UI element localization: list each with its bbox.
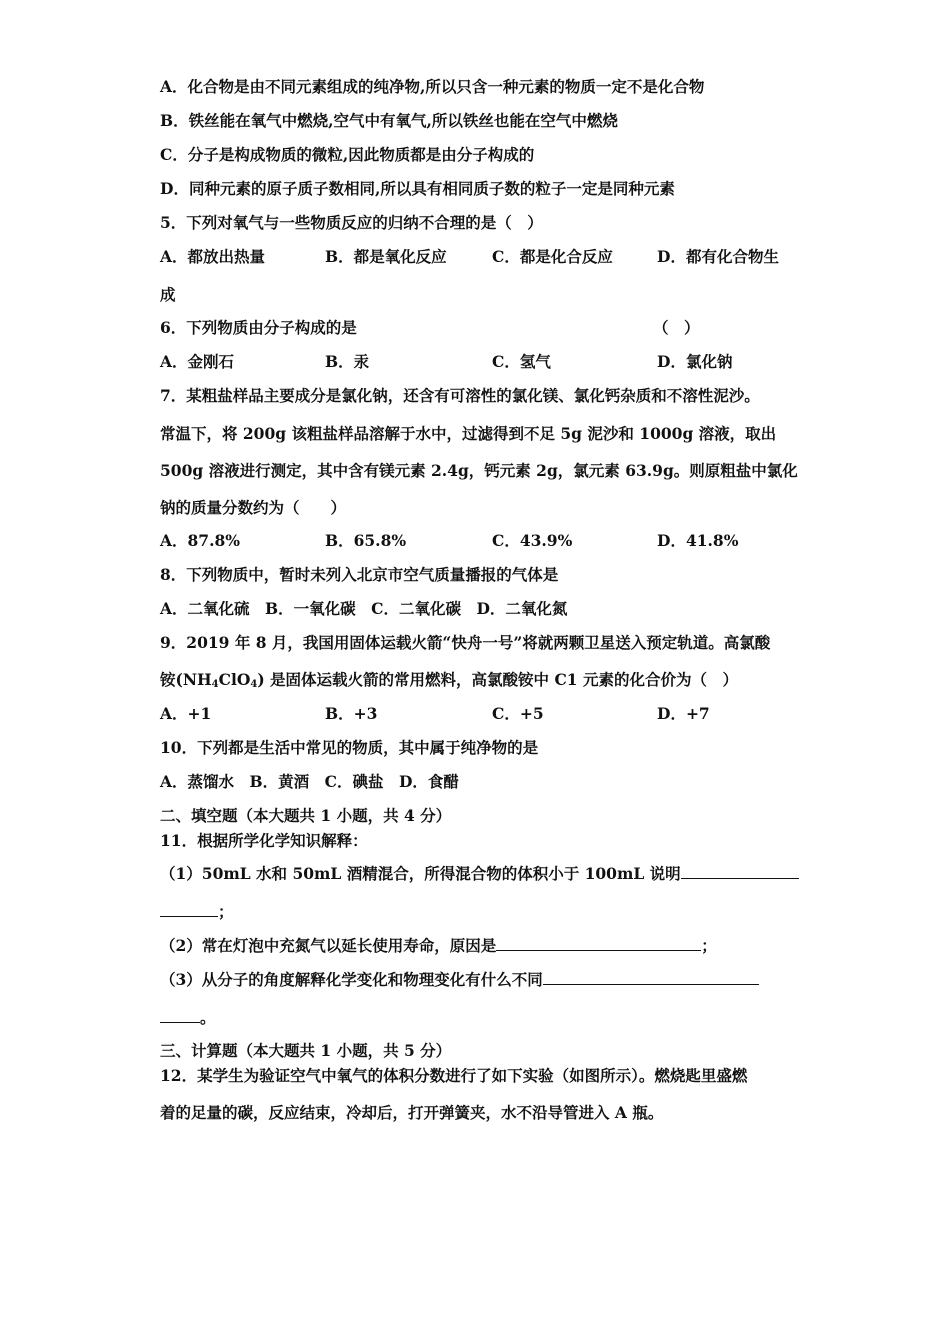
q4-option-b: B．铁丝能在氧气中燃烧,空气中有氧气,所以铁丝也能在空气中燃烧 <box>160 111 618 130</box>
q5-option-d-continuation: 成 <box>160 285 176 304</box>
section-3-heading: 三、计算题（本大题共 1 小题，共 5 分） <box>160 1041 452 1060</box>
q11-part-1 <box>160 864 799 884</box>
q9-option-c: C．+5 <box>492 704 544 723</box>
q9-option-a: A．+1 <box>160 704 212 723</box>
q10-stem: 10．下列都是生活中常见的物质，其中属于纯净物的是 <box>160 738 539 757</box>
q12-line-1: 12．某学生为验证空气中氧气的体积分数进行了如下实验（如图所示）。燃烧匙里盛燃 <box>160 1066 748 1085</box>
q6-option-c: C．氢气 <box>492 352 551 371</box>
q7-line-3: 500g 溶液进行测定，其中含有镁元素 2.4g，钙元素 2g，氯元素 63.9g。则原粗盐中氯化 <box>160 461 798 480</box>
q9-line-2 <box>160 670 738 695</box>
q6-option-b: B．汞 <box>325 352 370 371</box>
q11-part-3-continued <box>160 1008 216 1028</box>
q6-answer-paren: （ ） <box>653 318 700 337</box>
q11-part-1-text: （1）50mL 水和 50mL 酒精混合，所得混合物的体积小于 100mL 说明 <box>160 864 681 883</box>
q5-option-a: A．都放出热量 <box>160 247 266 266</box>
q9-option-b: B．+3 <box>325 704 378 723</box>
q7-option-b: B．65.8% <box>325 531 407 550</box>
q6-option-d: D．氯化钠 <box>657 352 733 371</box>
q11-part-3 <box>160 970 759 990</box>
q6-option-a: A．金刚石 <box>160 352 235 371</box>
q11-part-1-blank-continued[interactable] <box>160 902 218 917</box>
q4-option-d: D．同种元素的原子质子数相同,所以具有相同质子数的粒子一定是同种元素 <box>160 179 675 198</box>
q8-stem: 8．下列物质中，暂时未列入北京市空气质量播报的气体是 <box>160 565 559 584</box>
q7-option-d: D．41.8% <box>657 531 739 550</box>
q7-option-c: C．43.9% <box>492 531 573 550</box>
q7-line-1: 7．某粗盐样品主要成分是氯化钠，还含有可溶性的氯化镁、氯化钙杂质和不溶性泥沙。 <box>160 386 760 405</box>
q9-formula-mid: ClO <box>218 670 251 689</box>
q9-option-d: D．+7 <box>657 704 710 723</box>
q11-part-1-end: ； <box>218 902 234 921</box>
q9-formula-prefix: 铵(NH <box>160 670 212 689</box>
section-2-heading: 二、填空题（本大题共 1 小题，共 4 分） <box>160 806 452 825</box>
q11-stem: 11．根据所学化学知识解释： <box>160 831 368 850</box>
q11-part-3-end: 。 <box>200 1008 216 1027</box>
q6-stem: 6．下列物质由分子构成的是 <box>160 318 357 337</box>
q5-option-d: D．都有化合物生 <box>657 247 779 266</box>
q11-part-1-continued <box>160 902 234 922</box>
q7-option-a: A．87.8% <box>160 531 241 550</box>
q11-part-2-text: （2）常在灯泡中充氮气以延长使用寿命，原因是 <box>160 936 497 955</box>
q4-option-c: C．分子是构成物质的微粒,因此物质都是由分子构成的 <box>160 145 535 164</box>
q5-stem: 5．下列对氧气与一些物质反应的归纳不合理的是（ ） <box>160 213 543 232</box>
q9-line-1: 9．2019 年 8 月，我国用固体运载火箭“快舟一号”将就两颗卫星送入预定轨道。高氯酸 <box>160 633 771 652</box>
q8-options: A．二氧化硫 B．一氧化碳 C．二氧化碳 D．二氧化氮 <box>160 599 568 618</box>
q11-part-2-blank[interactable] <box>496 936 701 951</box>
q11-part-3-text: （3）从分子的角度解释化学变化和物理变化有什么不同 <box>160 970 543 989</box>
q9-line-2-rest: ) 是固体运载火箭的常用燃料，高氯酸铵中 C1 元素的化合价为（ ） <box>257 670 738 689</box>
q7-line-2: 常温下，将 200g 该粗盐样品溶解于水中，过滤得到不足 5g 泥沙和 1000g 溶液，取出 <box>160 424 777 443</box>
q11-part-2-end: ； <box>701 936 717 955</box>
q9-formula-subscript-1: 4 <box>211 679 219 690</box>
q10-options: A．蒸馏水 B．黄酒 C．碘盐 D．食醋 <box>160 772 459 791</box>
q11-part-1-blank[interactable] <box>681 864 799 879</box>
q11-part-3-blank-continued[interactable] <box>160 1008 200 1023</box>
q7-line-4: 钠的质量分数约为（ ） <box>160 498 347 517</box>
q4-option-a: A．化合物是由不同元素组成的纯净物,所以只含一种元素的物质一定不是化合物 <box>160 77 705 96</box>
q5-option-b: B．都是氧化反应 <box>325 247 447 266</box>
q5-option-c: C．都是化合反应 <box>492 247 613 266</box>
q11-part-3-blank[interactable] <box>543 970 759 985</box>
q11-part-2 <box>160 936 717 956</box>
q9-formula-subscript-2: 4 <box>250 679 258 690</box>
q12-line-2: 着的足量的碳，反应结束，冷却后，打开弹簧夹，水不沿导管进入 A 瓶。 <box>160 1103 664 1122</box>
